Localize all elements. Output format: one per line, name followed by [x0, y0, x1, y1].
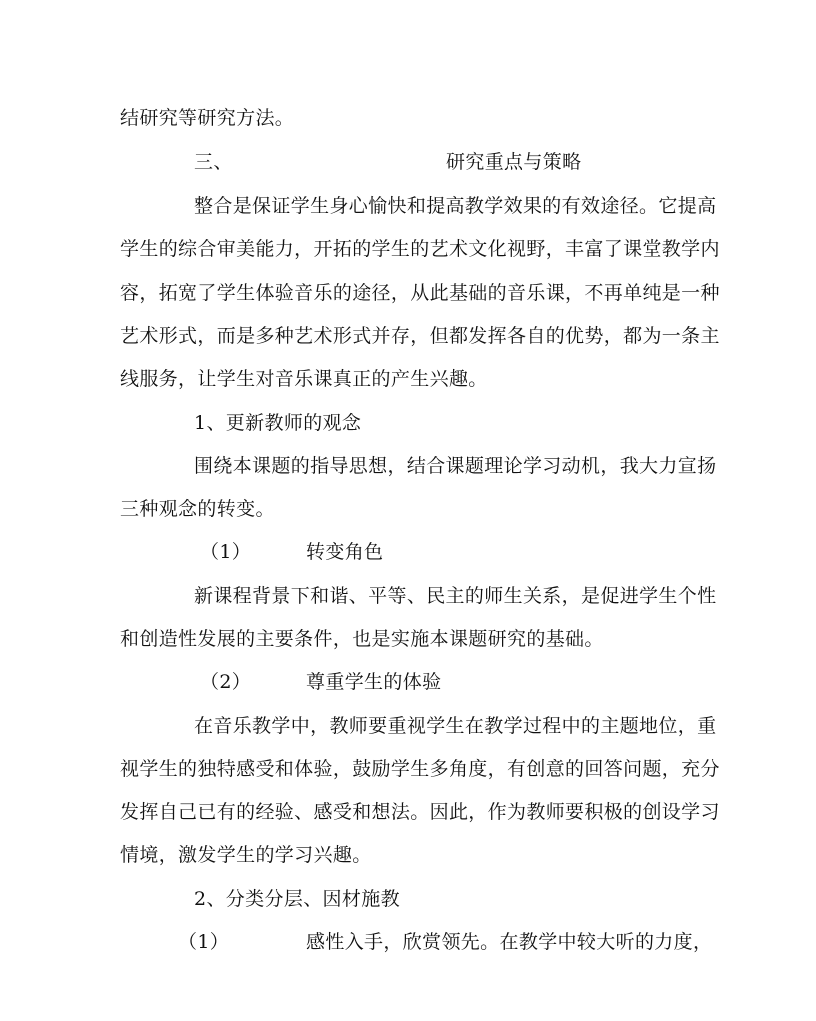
paragraph-line: 三种观念的转变。 [120, 498, 275, 520]
subsection-heading: 2、分类分层、因材施教 [194, 888, 400, 910]
paragraph-line: 和创造性发展的主要条件，也是实施本课题研究的基础。 [120, 628, 604, 650]
paragraph-line: 线服务，让学生对音乐课真正的产生兴趣。 [120, 368, 488, 390]
paragraph-line: 情境，激发学生的学习兴趣。 [120, 844, 372, 866]
sub-item-title: 转变角色 [306, 541, 384, 563]
paragraph-line: 学生的综合审美能力，开拓的学生的艺术文化视野，丰富了课堂教学内 [120, 238, 720, 260]
section-number: 三、 [194, 151, 233, 173]
subsection-heading: 1、更新教师的观念 [194, 412, 362, 434]
sub-item-number: （1） [178, 931, 230, 953]
sub-item-title: 尊重学生的体验 [306, 671, 442, 693]
paragraph-line: 在音乐教学中，教师要重视学生在教学过程中的主题地位，重 [194, 715, 717, 737]
sub-item-number: （2） [200, 671, 252, 693]
paragraph-line: 结研究等研究方法。 [120, 107, 295, 129]
paragraph-line: 发挥自己已有的经验、感受和想法。因此，作为教师要积极的创设学习 [120, 801, 720, 823]
paragraph-line: 整合是保证学生身心愉快和提高教学效果的有效途径。它提高 [194, 195, 717, 217]
paragraph-line: 视学生的独特感受和体验，鼓励学生多角度，有创意的回答问题，充分 [120, 758, 720, 780]
paragraph-line: 围绕本课题的指导思想，结合课题理论学习动机，我大力宣扬 [194, 455, 717, 477]
section-title: 研究重点与策略 [446, 151, 582, 173]
paragraph-line: 新课程背景下和谐、平等、民主的师生关系，是促进学生个性 [194, 585, 717, 607]
sub-item-title: 感性入手，欣赏领先。在教学中较大听的力度， [306, 931, 713, 953]
paragraph-line: 艺术形式，而是多种艺术形式并存，但都发挥各自的优势，都为一条主 [120, 325, 720, 347]
sub-item-number: （1） [200, 541, 252, 563]
paragraph-line: 容，拓宽了学生体验音乐的途径，从此基础的音乐课，不再单纯是一种 [120, 282, 720, 304]
